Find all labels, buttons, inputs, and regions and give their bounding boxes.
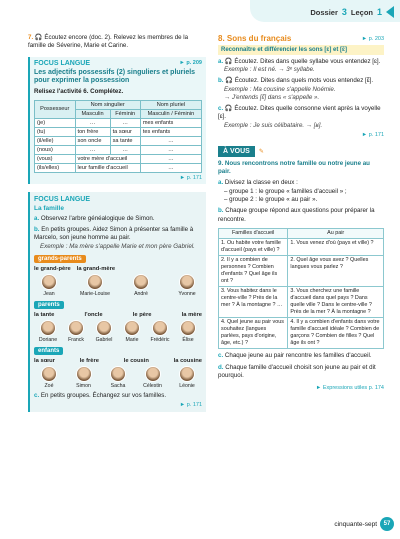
example: Exemple : Il est né. → 3ᵉ syllabe. — [224, 66, 315, 74]
example: → J'entends [ɛ̃] dans « s'appelle ». — [224, 93, 320, 101]
children-row: Zoé Simon Sacha Célestin Léonie — [34, 366, 202, 389]
table-row: (vous) votre mère d'accueil … — [35, 154, 202, 163]
grandparents-row: Jean Marie-Louise André Yvonne — [34, 274, 202, 297]
table-row: (je) … … mes enfants — [35, 118, 202, 127]
table-row: 3. Vous habitez dans le centre-ville ? Près de la mer ? À la montagne ? … 3. Vous cherchez une famille d'accueil dans quel pays ? Dans quelle ville ? Dans le centre-ville ? Près de la mer ? À la montagne ? — [219, 287, 384, 318]
table-row: 4. Quel jeune au pair vous souhaitez (langues parlées, pays d'origine, âge, etc.) ? 4. Il y a combien d'enfants dans votre famille d'accueil idéale ? Combien de garçons ? Combien de filles ? Quel âge ils ont ? — [219, 318, 384, 349]
phonetics-box: Reconnaître et différencier les sons [ɛ] et [ɛ̃] — [218, 45, 384, 55]
arrow-icon — [386, 6, 394, 18]
example: Exemple : Ma mère s'appelle Marie et mon père Gabriel. — [40, 242, 195, 250]
portrait-photo — [41, 274, 57, 290]
table-row: (tu) ton frère ta sœur tes enfants — [35, 127, 202, 136]
group-2: – groupe 2 : le groupe « au pair ». — [224, 196, 318, 204]
portrait-photo — [179, 274, 195, 290]
portrait-photo — [180, 320, 196, 336]
exercise-9-title: 9. Nous rencontrons notre famille ou notre jeune au pair. — [218, 159, 370, 176]
portrait-photo — [124, 320, 140, 336]
exercise-7: 7. 🎧 Écoutez encore (doc. 2). Relevez les membres de la famille de Séverine, Marie et Carine. — [28, 34, 189, 50]
lecon-label: Leçon — [350, 7, 373, 17]
focus-langue-possessifs — [28, 57, 206, 184]
focus-label: FOCUS LANGUE — [34, 59, 90, 67]
focus-instruction: Relisez l'activité 6. Complétez. — [34, 88, 124, 96]
portrait-photo — [87, 274, 103, 290]
audio-icon: 🎧 — [224, 104, 233, 112]
parents-row: Doriane Franck Gabriel Marie Frédéric Élise — [34, 320, 202, 343]
label-enfants: enfants — [34, 347, 63, 355]
portrait-photo — [110, 366, 126, 382]
portrait-photo — [152, 320, 168, 336]
sons-title: 8. Sons du français — [218, 34, 292, 43]
th-familles: Familles d'accueil — [219, 229, 288, 239]
table-row: (il/elle) son oncle sa tante … — [35, 136, 202, 145]
th-au-pair: Au pair — [288, 229, 384, 239]
th-possesseur: Possesseur — [35, 100, 76, 118]
dossier-label: Dossier — [310, 7, 338, 17]
portrait-photo — [40, 320, 56, 336]
ref-link[interactable]: ► p. 171 — [361, 131, 384, 138]
example: Exemple : Je suis célibataire. → [ʁ]. — [224, 121, 323, 129]
example: Exemple : Ma cousine s'appelle Noémie. — [224, 85, 336, 93]
th-singulier: Nom singulier — [75, 100, 140, 109]
portrait-photo — [68, 320, 84, 336]
audio-icon: 🎧 — [34, 34, 43, 41]
a-vous-label: À VOUS — [218, 146, 255, 157]
portrait-photo — [145, 366, 161, 382]
page-number-badge: 57 — [380, 517, 394, 531]
focus-title: Les adjectifs possessifs (2) singuliers et pluriels pour exprimer la possession — [34, 68, 196, 85]
page-footer — [334, 517, 394, 531]
focus-langue-famille: FOCUS LANGUE La famille a. Observez l'arbre généalogique de Simon. b. En petits groupes. Aidez Simon à présenter sa famille à Marcelo, son jeune homme au pair. Exemple : Ma mère s'appelle Marie et mon père Gabriel. grands-parents le grand-père la grand-mère Jean Marie-Louise André Yvonne parents la tante l'oncle le père la mère Doriane Franck Gabriel Marie Frédéric Élise enfants la sœur le frère le cousin la cousine Zoé Simon Sacha Célestin Léonie c. En petits groupes. Échangez sur vos familles. ► p. 171 — [28, 192, 206, 413]
pencil-icon: ✎ — [258, 147, 265, 155]
table-row: (nous) … … … — [35, 145, 202, 154]
ref-link[interactable]: ► p. 171 — [179, 174, 202, 181]
audio-icon: 🎧 — [225, 77, 233, 85]
group-1: – groupe 1 : le groupe « familles d'accueil » ; — [224, 187, 347, 195]
th-fem: Féminin — [110, 109, 140, 118]
page-number-text: cinquante-sept — [334, 520, 377, 528]
ref-link[interactable]: ► p. 203 — [361, 35, 384, 42]
portrait-photo — [133, 274, 149, 290]
dossier-number: 3 — [341, 7, 347, 17]
left-column — [28, 34, 206, 412]
item-c: En petits groupes. Échangez sur vos familles. — [40, 391, 167, 399]
lecon-number: 1 — [376, 7, 382, 17]
th-mf: Masculin / Féminin — [140, 109, 201, 118]
portrait-photo — [96, 320, 112, 336]
th-pluriel: Nom pluriel — [140, 100, 201, 109]
section-heading: La famille — [34, 204, 64, 212]
focus-label: FOCUS LANGUE — [34, 195, 90, 203]
label-parents: parents — [34, 301, 64, 309]
relation-label: le grand-père — [34, 265, 71, 272]
table-row: 2. Il y a combien de personnes ? Combien d'enfants ? Quel âge ils ont ? 2. Quel âge vous avez ? Quelles langues vous parlez ? — [219, 256, 384, 287]
table-row: 1. Ou habite votre famille d'accueil (pays et ville) ? 1. Vous venez d'où (pays et ville) ? — [219, 239, 384, 256]
table-row: (ils/elles) leur famille d'accueil … — [35, 163, 202, 172]
right-column: 8. Sons du français ► p. 203 Reconnaître et différencier les sons [ɛ] et [ɛ̃] a. 🎧 Écoutez. Dites dans quelle syllabe vous entendez [ɛ]. Exemple : Il est né. → 3ᵉ syllabe. b. 🎧 Écoutez. Dites dans quels mots vous entendez [ɛ̃]. Exemple : Ma cousine s'appelle Noémie. → J'entends [ɛ̃] dans « s'appelle ». c. 🎧 Écoutez. Dites quelle consonne vient après la voyelle [ɛ]. Exemple : Je suis célibataire. → [ʁ]. ► p. 171 À VOUS ✎ 9. Nous rencontrons notre famille ou notre jeune au pair. a. Divisez la classe en deux : – groupe 1 : le groupe « familles d'accueil » ; – groupe 2 : le groupe « au pair ». b. Chaque groupe répond aux questions pour préparer la rencontre. Familles d'accueil Au pair 1. Ou habite votre famille d'accueil (pays et ville) ? 1. Vous venez d'où (pays et ville) ? 2. Il y a combien de personnes ? Combien d'enfants ? Quel âge ils ont ? 2. Quel âge vous avez ? Quelles langues vous parlez ? 3. Vous habitez dans le centre-ville ? Près de la mer ? À la montagne ? … 3. Vous cherchez une famille d'accueil dans quel pays ? Dans quelle ville ? Dans le centre-ville ? Près de la mer ? À la montagne ? 4. Quel jeune au pair vous souhaitez (langues parlées, pays d'origine, âge, etc.) ? 4. Il y a combien d'enfants dans votre famille d'accueil idéale ? Combien de garçons ? Combien de filles ? Quel âge ils ont ? c. Chaque jeune au pair rencontre les familles d'accueil. d. Chaque famille d'accueil choisit son jeune au pair et dit pourquoi. ► Expressions utiles p. 174 — [218, 34, 384, 391]
item-b: En petits groupes. Aidez Simon à présenter sa famille à Marcelo, son jeune homme au pair. — [34, 225, 194, 242]
page-header — [310, 6, 394, 18]
ref-link[interactable]: ► p. 171 — [179, 402, 202, 409]
a-vous-header — [218, 146, 384, 157]
relation-label: la grand-mère — [76, 265, 116, 272]
th-masc: Masculin — [75, 109, 110, 118]
portrait-photo — [76, 366, 92, 382]
ref-link[interactable]: ► p. 209 — [179, 60, 202, 67]
portrait-photo — [179, 366, 195, 382]
questions-table — [218, 228, 384, 349]
item-a: Observez l'arbre généalogique de Simon. — [40, 214, 155, 222]
possessive-table — [34, 100, 202, 173]
expressions-link[interactable]: ► Expressions utiles p. 174 — [315, 384, 384, 391]
label-grands-parents: grands-parents — [34, 255, 86, 263]
audio-icon: 🎧 — [224, 58, 233, 65]
portrait-photo — [41, 366, 57, 382]
